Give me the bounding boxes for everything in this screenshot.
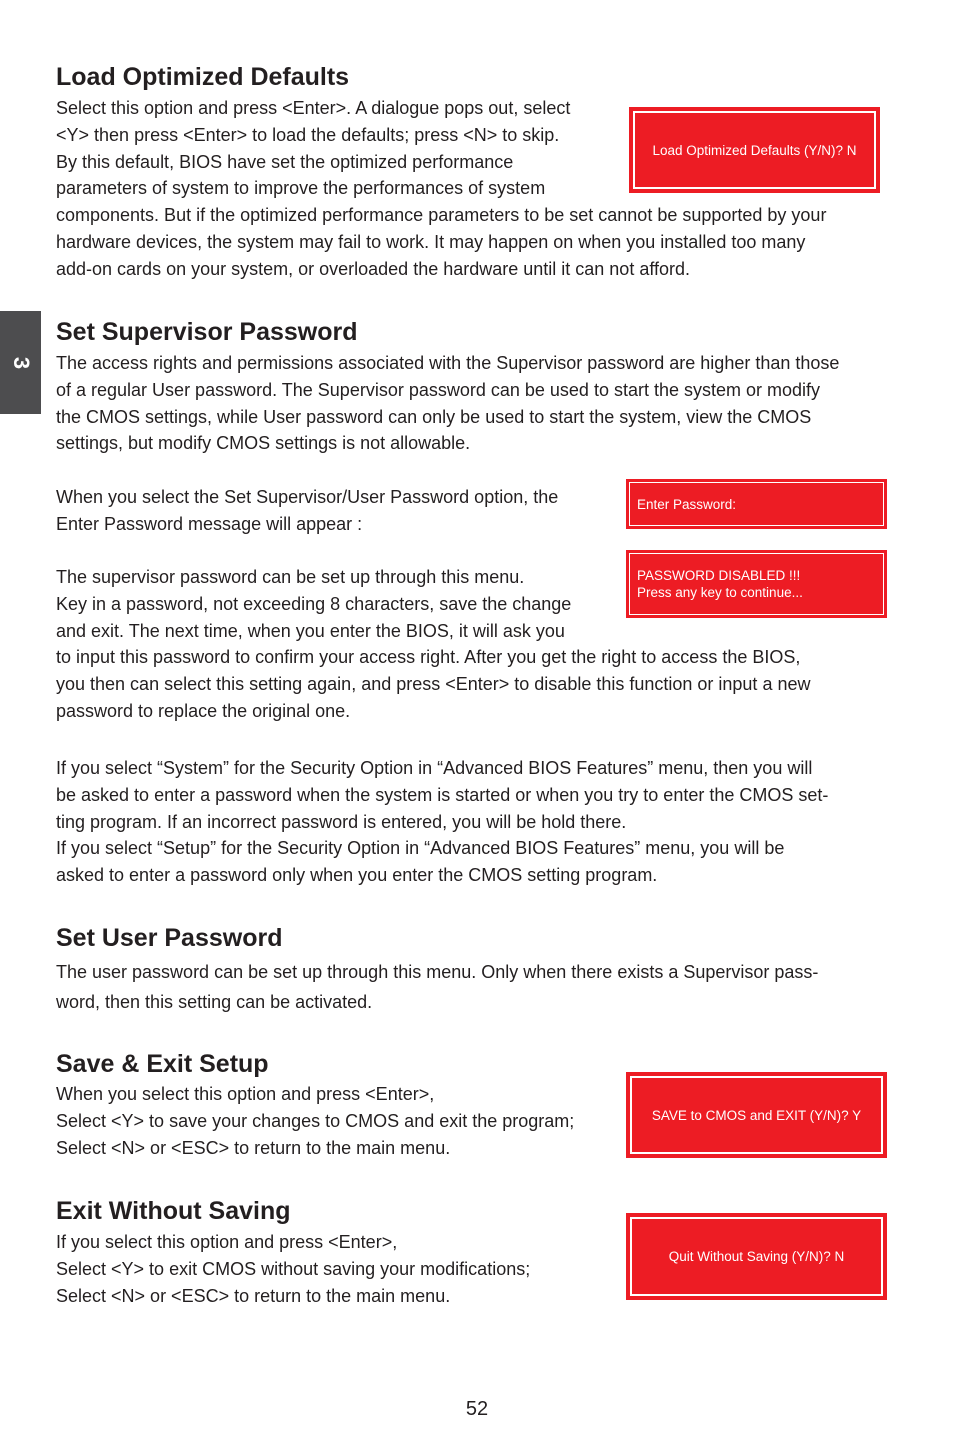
text-line: settings, but modify CMOS settings is not allowable. [56, 433, 471, 454]
dialog-quit-without-saving [626, 1213, 887, 1300]
text-line: The access rights and permissions associated with the Supervisor password are higher than those [56, 353, 840, 373]
heading-set-supervisor-password: Set Supervisor Password [56, 318, 358, 346]
text-line: the CMOS settings, while User password can only be used to start the system, view the CMOS [56, 406, 812, 427]
text-line: password to replace the original one. [56, 700, 351, 721]
text-line: hardware devices, the system may fail to work. It may happen on when you installed too many [56, 231, 806, 252]
text-line: Select this option and press <Enter>. A dialogue pops out, select [56, 98, 571, 118]
paragraph-save-exit [56, 1081, 574, 1161]
dialog-text: PASSWORD DISABLED !!! [637, 568, 801, 583]
text-line: add-on cards on your system, or overloaded the hardware until it can not afford. [56, 258, 691, 279]
dialog-text: Enter Password: [637, 496, 737, 512]
text-line: Key in a password, not exceeding 8 characters, save the change [56, 593, 572, 614]
heading-save-exit-setup: Save & Exit Setup [56, 1050, 269, 1078]
paragraph-supervisor-2 [56, 484, 558, 538]
chapter-tab [0, 311, 41, 414]
text-line: to input this password to confirm your access right. After you get the right to access the BIOS, [56, 647, 801, 668]
text-line: When you select this option and press <Enter>, [56, 1084, 435, 1104]
dialog-text: Quit Without Saving (Y/N)? N [668, 1249, 845, 1264]
text-line: you then can select this setting again, and press <Enter> to disable this function or input a new [56, 674, 811, 695]
paragraph-supervisor-4 [56, 755, 828, 889]
text-line: When you select the Set Supervisor/User Password option, the [56, 487, 559, 507]
text-line: If you select this option and press <Enter>, [56, 1232, 398, 1252]
dialog-text: Press any key to continue... [637, 585, 803, 600]
paragraph-supervisor-1 [56, 350, 839, 457]
text-line: The user password can be set up through this menu. Only when there exists a Supervisor pass- [56, 962, 819, 982]
heading-exit-without-saving: Exit Without Saving [56, 1197, 291, 1225]
paragraph-exit-without-saving [56, 1229, 530, 1309]
text-line: Select <Y> to exit CMOS without saving your modifications; [56, 1258, 531, 1279]
text-line: asked to enter a password only when you enter the CMOS setting program. [56, 865, 658, 886]
dialog-load-optimized-defaults [629, 107, 880, 193]
text-line: Select <N> or <ESC> to return to the main menu. [56, 1137, 451, 1158]
heading-load-optimized-defaults: Load Optimized Defaults [56, 63, 350, 91]
text-line: be asked to enter a password when the system is started or when you try to enter the CMOS set- [56, 784, 829, 805]
dialog-password-disabled [626, 550, 887, 618]
text-line: parameters of system to improve the performances of system [56, 178, 546, 199]
dialog-text: Load Optimized Defaults (Y/N)? N [652, 142, 857, 158]
text-line: of a regular User password. The Supervisor password can be used to start the system or modify [56, 379, 821, 400]
text-line: word, then this setting can be activated. [56, 992, 373, 1012]
text-line: Enter Password message will appear : [56, 513, 363, 534]
dialog-save-exit [626, 1072, 887, 1158]
dialog-enter-password [626, 479, 887, 529]
text-line: and exit. The next time, when you enter the BIOS, it will ask you [56, 620, 565, 641]
text-line: If you select “System” for the Security Option in “Advanced BIOS Features” menu, then you will [56, 758, 813, 778]
text-line: If you select “Setup” for the Security Option in “Advanced BIOS Features” menu, you will be [56, 838, 785, 859]
text-line: components. But if the optimized performance parameters to be set cannot be supported by your [56, 205, 827, 226]
chapter-number: 3 [8, 356, 34, 369]
text-line: By this default, BIOS have set the optimized performance [56, 151, 514, 172]
page-number: 52 [465, 1398, 489, 1420]
heading-set-user-password: Set User Password [56, 924, 283, 952]
text-line: The supervisor password can be set up through this menu. [56, 567, 525, 587]
text-line: Select <Y> to save your changes to CMOS and exit the program; [56, 1110, 575, 1131]
text-line: Select <N> or <ESC> to return to the main menu. [56, 1285, 451, 1306]
text-line: ting program. If an incorrect password is entered, you will be hold there. [56, 811, 627, 832]
paragraph-user-password [56, 957, 818, 1017]
dialog-text: SAVE to CMOS and EXIT (Y/N)? Y [651, 1107, 862, 1123]
text-line: <Y> then press <Enter> to load the defaults; press <N> to skip. [56, 124, 560, 145]
